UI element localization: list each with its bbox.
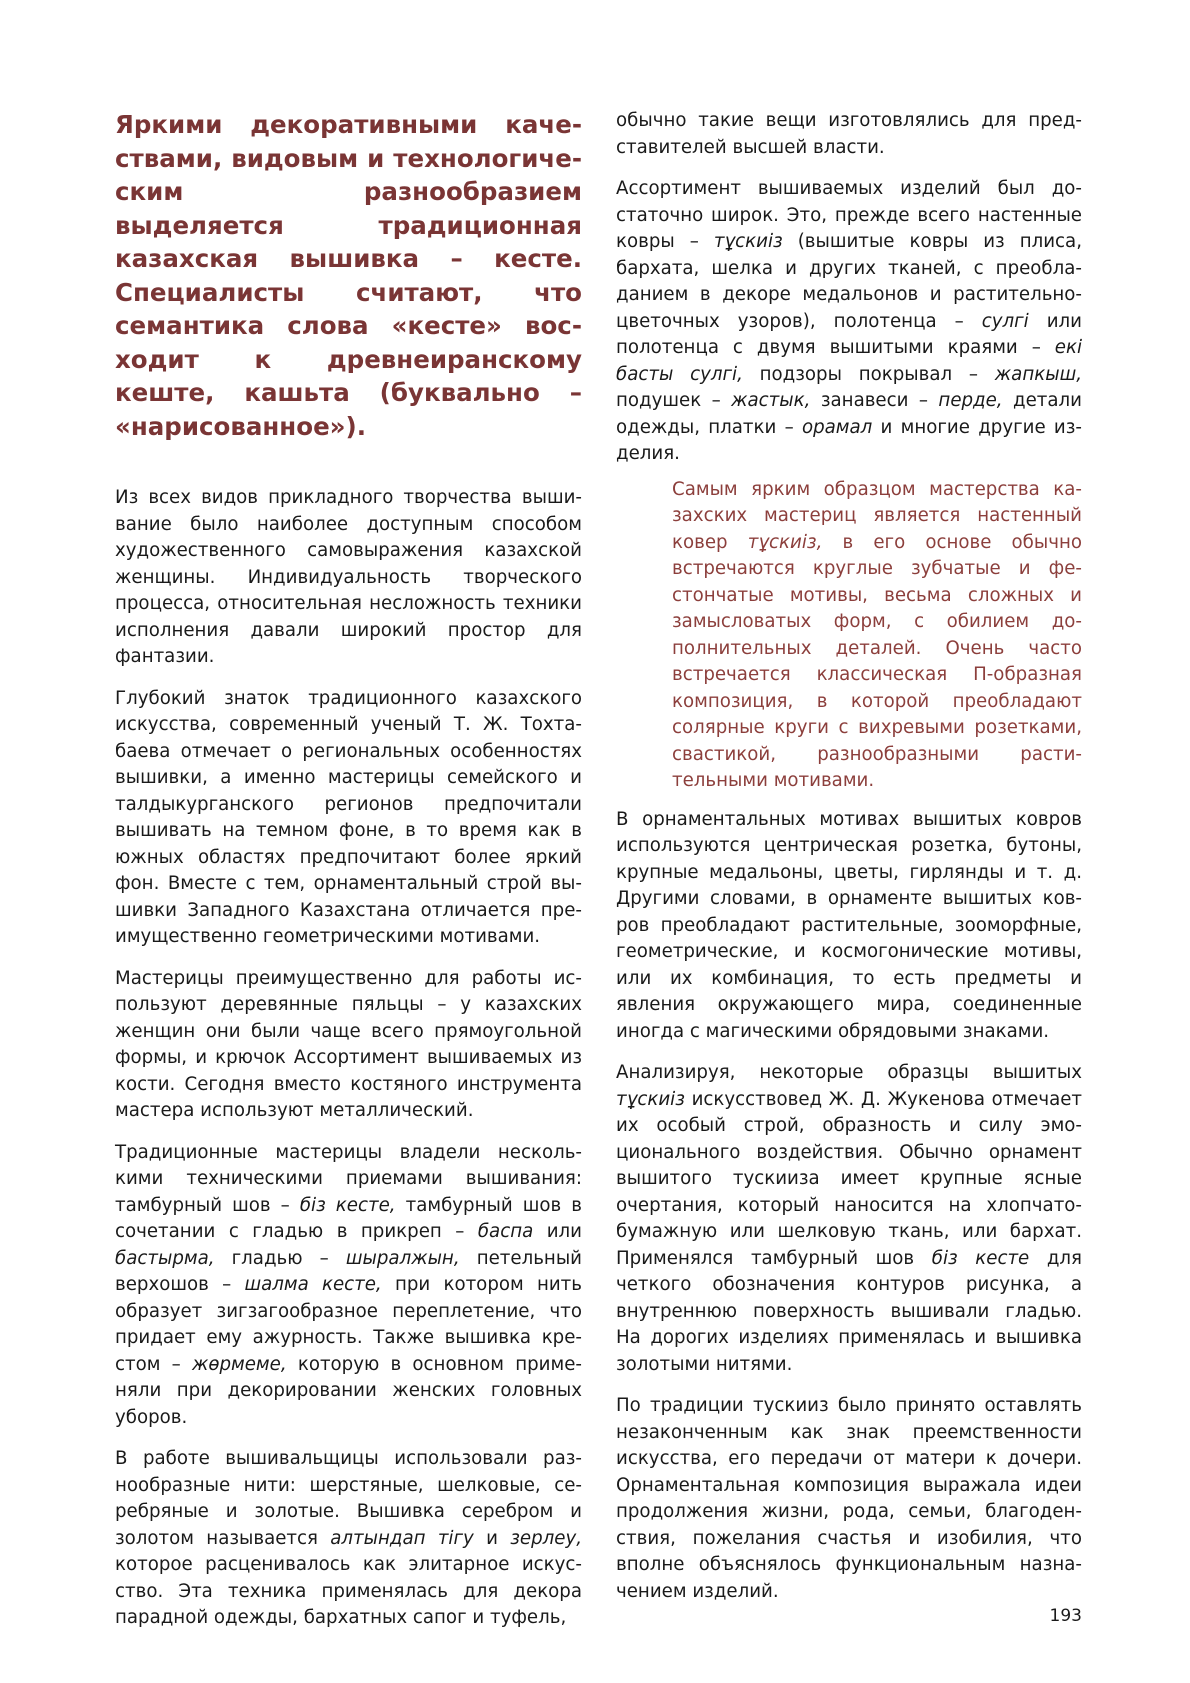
paragraph-embroidery-accessibility: Из всех видов прикладного творчества вышивание было наиболее доступным способом художественного самовыражения казахской женщины. Индивидуальность творческого процесса, относительная несложность техники исполнения давали широкий простор для фантазии. <box>115 487 582 667</box>
term: баспа <box>477 1221 534 1242</box>
paragraph-continuation: обычно такие вещи изготовлялись для представителей высшей власти. <box>616 110 1082 158</box>
term: алтындап тігу <box>330 1527 474 1549</box>
term: жөрмеме, <box>191 1353 287 1375</box>
term: тұскиіз <box>616 1088 685 1110</box>
term: сулгі <box>981 310 1029 332</box>
term: бастырма, <box>115 1247 215 1269</box>
term: екі басты сулгі, <box>616 337 1082 385</box>
pull-quote: Самым ярким образцом мастерства казахских мастериц является настенный ковер тұскиіз, в его основе обычно встречаются круглые зубчатые и фестончатые мотивы, весьма сложных и замысловатых форм, с обилием дополнительных деталей. Очень часто встречается классическая П-образная композиция, в которой преобладают солярные круги с вихревыми розетками, свастикой, разнообразными растительными мотивами. <box>672 478 1082 791</box>
paragraph-threads: В работе вышивальщицы использовали разнообразные нити: шерстяные, шелковые, серебряные и золотые. Вышивка серебром и золотом называется алтындап тігу и зерлеу, которое расценивалось как элитарное искусство. Эта техника применялась для декора парадной одежды, бархатных сапог и туфель, <box>115 1448 583 1628</box>
term: тұскиіз <box>713 231 783 252</box>
left-column <box>115 108 582 1647</box>
term: біз кесте, <box>299 1194 396 1216</box>
paragraph-regional-features: Глубокий знаток традиционного казахского искусства, современный ученый Т. Ж. Тохтабаева отмечает о региональных особенностях вышивки, а именно мастерицы семейского и талдыкурганского регионов предпочитали вышивать на темном фоне, в то время как в южных областях предпочитают более яркий фон. Вместе с тем, орнаментальный строй вышивки Западного Казахстана отличается преимущественно геометрическими мотивами. <box>115 687 582 947</box>
term: жапкыш, <box>994 363 1082 385</box>
term: шалма кесте, <box>244 1274 382 1295</box>
paragraph-assortment: Ассортимент вышиваемых изделий был достаточно широк. Это, прежде всего настенные ковры – тұскиіз (вышитые ковры из плиса, бархата, шелка и других тканей, с преобладанием в декоре медальонов и растительно-цветочных узоров), полотенца – сулгі или полотенца с двумя вышитыми краями – екі басты сулгі, подзоры покрывал – жапкыш, подушек – жастык, занавеси – перде, детали одежды, платки – орамал и многие другие изделия. <box>616 178 1082 464</box>
term: шыралжын, <box>345 1247 460 1269</box>
page-number: 193 <box>1049 1606 1082 1626</box>
lead-paragraph: Яркими декоративными качествами, видовым и технологическим разнообразием выделяется традиционная казахская вышивка – кесте. Специалисты считают, что семантика слова «кесте» восходит к древнеиранскому кеште, кашьта (буквально – «нарисованное»). <box>115 110 582 441</box>
paragraph-stitch-techniques: Традиционные мастерицы владели несколькими техническими приемами вышивания: тамбурный шов – біз кесте, тамбурный шов в сочетании с гладью в прикреп – баспа или бастырма, гладью – шыралжын, петельный верхошов – шалма кесте, при котором нить образует зигзагообразное переплетение, что придает ему ажурность. Также вышивка крестом – жөрмеме, которую в основном применяли при декорировании женских головных уборов. <box>115 1141 583 1428</box>
term: тұскиіз, <box>747 531 823 553</box>
term: біз кесте <box>931 1247 1030 1269</box>
paragraph-tools: Мастерицы преимущественно для работы используют деревянные пяльцы – у казахских женщин они были чаще всего прямоугольной формы, и крючок Ассортимент вышиваемых из кости. Сегодня вместо костяного инструмента мастера используют металлический. <box>115 967 582 1121</box>
paragraph-tradition: По традиции тускииз было принято оставлять незаконченным как знак преемственности искусства, его передачи от матери к дочери. Орнаментальная композиция выражала идеи продолжения жизни, рода, семьи, благоденствия, пожелания счастья и изобилия, что вполне объяснялось функциональным назначением изделий. <box>616 1395 1082 1602</box>
paragraph-analysis: Анализируя, некоторые образцы вышитых тұскиіз искусствовед Ж. Д. Жукенова отмечает их особый строй, образность и силу эмоционального воздействия. Обычно орнамент вышитого тускииза имеет крупные ясные очертания, который наносится на хлопчатобумажную или шелковую ткань, или бархат. Применялся тамбурный шов біз кесте для четкого обозначения контуров рисунка, а внутреннюю поверхность вышивали гладью. На дорогих изделиях применялась и вышивка золотыми нитями. <box>616 1062 1082 1375</box>
term: зерлеу, <box>510 1527 583 1549</box>
paragraph-ornament-motifs: В орнаментальных мотивах вышитых ковров используются центрическая розетка, бутоны, крупные медальоны, цветы, гирлянды и т. д. Другими словами, в орнаменте вышитых ковров преобладают растительные, зооморфные, геометрические, и космогонические мотивы, или их комбинация, то есть предметы и явления окружающего мира, соединенные иногда с магическими обрядовыми знаками. <box>616 808 1082 1042</box>
term: жастык, <box>731 390 811 411</box>
right-column <box>616 108 1082 1620</box>
term: перде, <box>938 390 1003 411</box>
term: орамал <box>801 416 873 438</box>
